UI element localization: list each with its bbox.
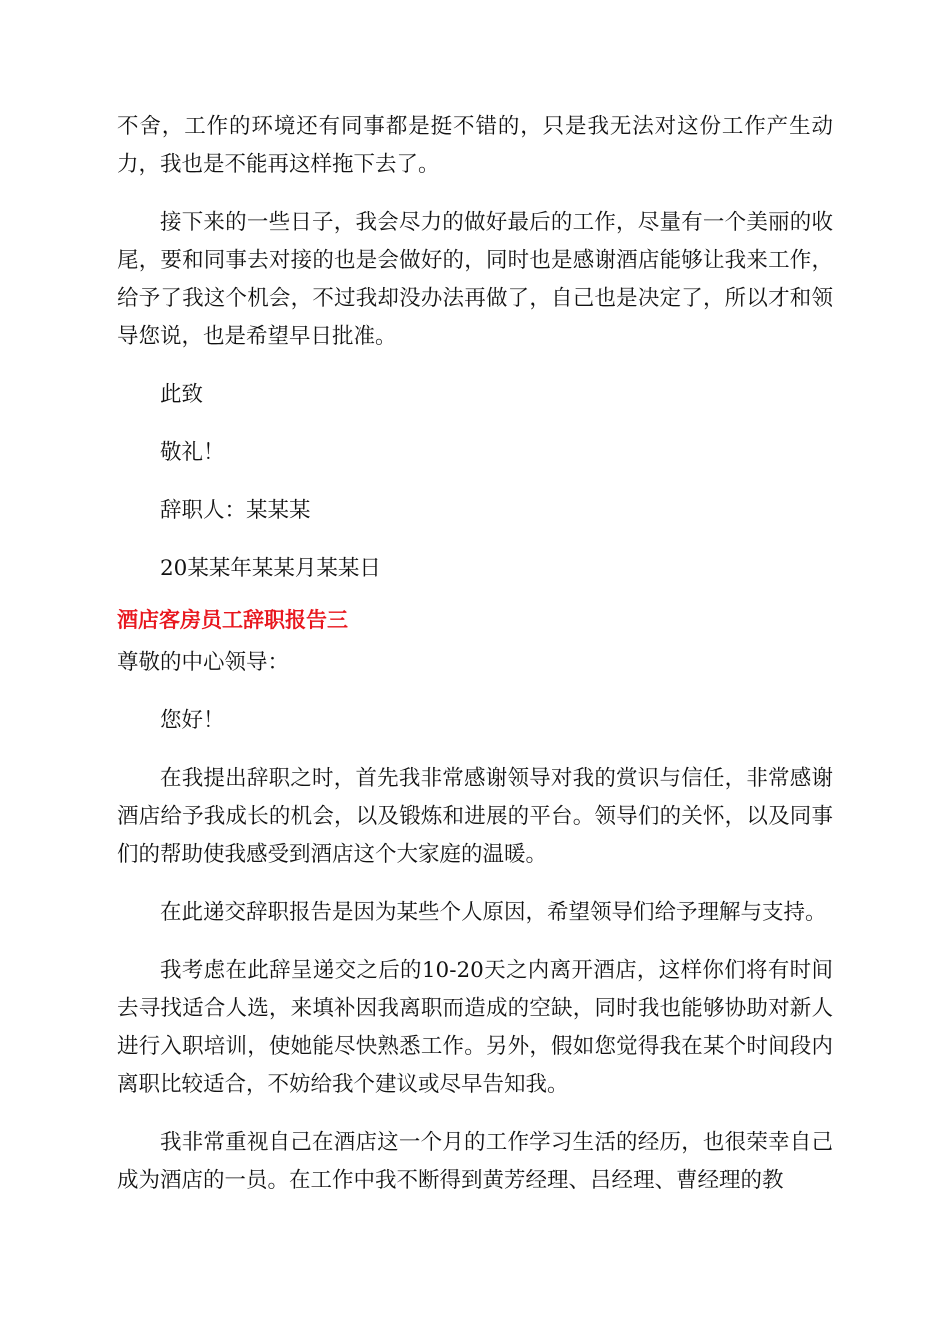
paragraph-final-work: 接下来的一些日子，我会尽力的做好最后的工作，尽量有一个美丽的收尾，要和同事去对接的也是会做好的，同时也是感谢酒店能够让我来工作，给予了我这个机会，不过我却没办法再做了，自己也是决定了，所以才和领导您说，也是希望早日批准。 [117, 210, 833, 349]
paragraph-experience: 我非常重视自己在酒店这一个月的工作学习生活的经历，也很荣幸自己成为酒店的一员。在工作中我不断得到黄芳经理、吕经理、曹经理的教 [117, 1130, 833, 1193]
salutation: 尊敬的中心领导： [117, 650, 290, 675]
greeting: 您好！ [160, 708, 225, 733]
signer-line: 辞职人：某某某 [160, 498, 311, 523]
paragraph-continuation: 不舍，工作的环境还有同事都是挺不错的，只是我无法对这份工作产生动力，我也是不能再这样拖下去了。 [117, 114, 833, 177]
closing-line-1: 此致 [160, 382, 204, 407]
date-line: 20某某年某某月某某日 [160, 556, 381, 581]
paragraph-thanks: 在我提出辞职之时，首先我非常感谢领导对我的赏识与信任，非常感谢酒店给予我成长的机会，以及锻炼和进展的平台。领导们的关怀，以及同事们的帮助使我感受到酒店这个大家庭的温暖。 [117, 766, 833, 867]
closing-line-2: 敬礼！ [160, 440, 225, 465]
paragraph-reason: 在此递交辞职报告是因为某些个人原因，希望领导们给予理解与支持。 [160, 900, 827, 925]
section-heading: 酒店客房员工辞职报告三 [117, 608, 348, 632]
paragraph-timeline: 我考虑在此辞呈递交之后的10-20天之内离开酒店，这样你们将有时间去寻找适合人选，来填补因我离职而造成的空缺，同时我也能够协助对新人进行入职培训，使她能尽快熟悉工作。另外，假如您觉得我在某个时间段内离职比较适合，不妨给我个建议或尽早告知我。 [117, 958, 833, 1097]
document-body [117, 108, 833, 1220]
